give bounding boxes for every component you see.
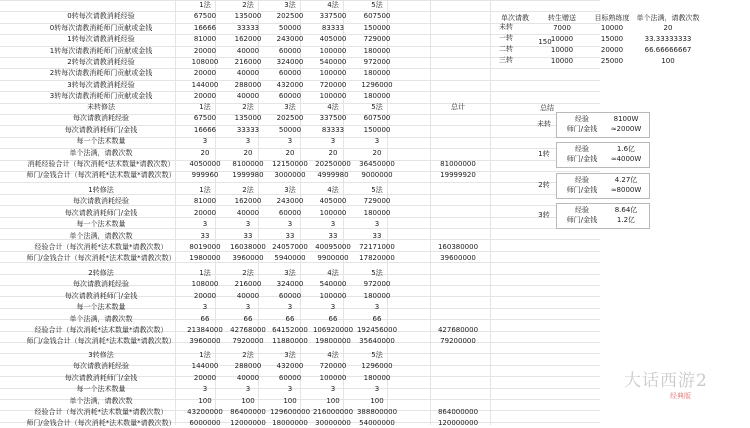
value-cell: 3 — [374, 385, 380, 393]
column-header: 3法 — [284, 351, 296, 359]
value-cell: 729000 — [363, 35, 391, 43]
value-cell: 180000 — [363, 47, 391, 55]
value-cell: 12150000 — [272, 160, 308, 168]
row-label: 2转每次请教消耗经验 — [67, 58, 135, 66]
value-cell: 60000 — [278, 292, 302, 300]
value-cell: 3 — [287, 137, 293, 145]
value-cell: 720000 — [319, 362, 347, 370]
column-header: 1法 — [199, 351, 211, 359]
row-label: 每次请教消耗经验 — [73, 362, 129, 370]
value-cell: 405000 — [319, 35, 347, 43]
value-cell: 607500 — [363, 12, 391, 20]
column-header: 2法 — [242, 1, 254, 9]
total-cell: 39600000 — [440, 254, 476, 262]
value-cell: 19800000 — [315, 337, 351, 345]
summary-label: 师门/金钱 — [566, 125, 598, 133]
value-cell: 3 — [330, 385, 336, 393]
value-cell: 106920000 — [312, 326, 354, 334]
value-cell: 337500 — [319, 114, 347, 122]
row-label: 单个法满，请教次数 — [69, 397, 133, 405]
value-cell: 100 — [198, 397, 212, 405]
section-title: 3转修法 — [88, 351, 114, 359]
turn-label: 未转 — [499, 23, 513, 31]
value-cell: 60000 — [278, 47, 302, 55]
value-cell: 3 — [202, 303, 208, 311]
value-cell: 1296000 — [361, 362, 393, 370]
value-cell: 3 — [330, 137, 336, 145]
value-cell: 202500 — [276, 12, 304, 20]
value-cell: 33333 — [236, 126, 260, 134]
value-cell: 81000 — [193, 35, 217, 43]
value-cell: 100000 — [319, 374, 347, 382]
value-cell: 192456000 — [356, 326, 398, 334]
value-cell: 20 — [328, 149, 338, 157]
value-cell: 40000 — [236, 374, 260, 382]
value-cell: 20 — [243, 149, 253, 157]
row-label: 单个法满，请教次数 — [69, 315, 133, 323]
row-label: 单个法满，请教次数 — [69, 232, 133, 240]
value-cell: 66 — [328, 315, 338, 323]
row-label: 3转每次请教消耗师门贡献或金钱 — [49, 92, 153, 100]
right-table-header: 单个法满，请教次数 — [636, 14, 700, 22]
row-label: 每次请教消耗经验 — [73, 197, 129, 205]
value-cell: 324000 — [276, 58, 304, 66]
summary-value: 8.64亿 — [614, 206, 638, 214]
value-cell: 36450000 — [359, 160, 395, 168]
value-cell: 42768000 — [230, 326, 266, 334]
summary-value: 8100W — [613, 115, 639, 123]
value-cell: 20000 — [193, 292, 217, 300]
gift-value: 10000 — [550, 57, 574, 65]
value-cell: 40000 — [236, 69, 260, 77]
value-cell: 100000 — [319, 209, 347, 217]
value-cell: 54000000 — [359, 419, 395, 427]
row-label: 1转每次请教消耗师门贡献或金钱 — [49, 47, 153, 55]
column-header: 5法 — [371, 1, 383, 9]
row-label: 0转每次请教消耗师门贡献或金钱 — [49, 24, 153, 32]
value-cell: 20000 — [193, 209, 217, 217]
value-cell: 81000 — [193, 197, 217, 205]
value-cell: 66 — [243, 315, 253, 323]
value-cell: 50000 — [278, 24, 302, 32]
summary-turn: 1转 — [538, 150, 550, 158]
value-cell: 3 — [202, 220, 208, 228]
column-header: 5法 — [371, 351, 383, 359]
row-label: 师门/金钱合计（每次消耗*法术数量*请教次数） — [26, 419, 176, 427]
column-header: 2法 — [242, 269, 254, 277]
value-cell: 17820000 — [359, 254, 395, 262]
value-cell: 243000 — [276, 197, 304, 205]
total-cell: 160380000 — [437, 243, 479, 251]
value-cell: 60000 — [278, 374, 302, 382]
target-value: 10000 — [600, 24, 624, 32]
value-cell: 100 — [326, 397, 340, 405]
value-cell: 24057000 — [272, 243, 308, 251]
value-cell: 9900000 — [317, 254, 349, 262]
value-cell: 83333 — [321, 24, 345, 32]
value-cell: 40000 — [236, 92, 260, 100]
row-label: 每次请教消耗经验 — [73, 280, 129, 288]
game-logo-watermark — [604, 358, 744, 414]
value-cell: 60000 — [278, 92, 302, 100]
grid-column-line — [430, 0, 431, 425]
value-cell: 3960000 — [189, 337, 221, 345]
value-cell: 324000 — [276, 280, 304, 288]
row-label: 每一个法术数量 — [76, 137, 126, 145]
value-cell: 40000 — [236, 292, 260, 300]
column-header: 2法 — [242, 103, 254, 111]
value-cell: 108000 — [191, 58, 219, 66]
value-cell: 20 — [285, 149, 295, 157]
gift-value: 10000 — [550, 35, 574, 43]
column-header: 5法 — [371, 269, 383, 277]
value-cell: 150000 — [363, 126, 391, 134]
right-table-header: 单次请教 — [501, 14, 529, 22]
value-cell: 3 — [287, 303, 293, 311]
value-cell: 180000 — [363, 92, 391, 100]
per-lesson-value: 150 — [538, 38, 552, 46]
value-cell: 288000 — [234, 362, 262, 370]
column-header: 4法 — [327, 1, 339, 9]
column-header: 3法 — [284, 186, 296, 194]
value-cell: 100 — [283, 397, 297, 405]
right-table-header: 目标熟练度 — [594, 14, 630, 22]
value-cell: 50000 — [278, 126, 302, 134]
value-cell: 12000000 — [230, 419, 266, 427]
value-cell: 21384000 — [187, 326, 223, 334]
value-cell: 540000 — [319, 58, 347, 66]
turn-label: 三转 — [499, 56, 513, 64]
value-cell: 720000 — [319, 81, 347, 89]
value-cell: 67500 — [193, 114, 217, 122]
value-cell: 150000 — [363, 24, 391, 32]
value-cell: 3 — [245, 137, 251, 145]
section-title: 未转修法 — [87, 103, 115, 111]
column-header: 4法 — [327, 269, 339, 277]
column-header: 1法 — [199, 269, 211, 277]
value-cell: 6000000 — [189, 419, 221, 427]
value-cell: 100000 — [319, 47, 347, 55]
summary-label: 经验 — [575, 115, 589, 123]
times-value: 20 — [663, 24, 673, 32]
value-cell: 35640000 — [359, 337, 395, 345]
value-cell: 8019000 — [189, 243, 221, 251]
column-header: 4法 — [327, 351, 339, 359]
gift-value: 7000 — [553, 24, 571, 32]
value-cell: 18000000 — [272, 419, 308, 427]
section-title: 1转修法 — [88, 186, 114, 194]
value-cell: 1296000 — [361, 81, 393, 89]
value-cell: 67500 — [193, 12, 217, 20]
value-cell: 337500 — [319, 12, 347, 20]
value-cell: 216000000 — [312, 408, 354, 416]
value-cell: 432000 — [276, 362, 304, 370]
value-cell: 202500 — [276, 114, 304, 122]
row-label: 每次请教消耗经验 — [73, 114, 129, 122]
total-cell: 81000000 — [440, 160, 476, 168]
value-cell: 72171000 — [359, 243, 395, 251]
value-cell: 162000 — [234, 197, 262, 205]
value-cell: 100000 — [319, 69, 347, 77]
value-cell: 180000 — [363, 69, 391, 77]
times-value: 33.33333333 — [644, 35, 692, 43]
value-cell: 16666 — [193, 126, 217, 134]
value-cell: 16666 — [193, 24, 217, 32]
value-cell: 3 — [374, 303, 380, 311]
value-cell: 999960 — [191, 171, 219, 179]
summary-label: 师门/金钱 — [566, 216, 598, 224]
row-label: 每一个法术数量 — [76, 220, 126, 228]
summary-label: 经验 — [575, 145, 589, 153]
value-cell: 288000 — [234, 81, 262, 89]
row-label: 0转每次请教消耗经验 — [67, 12, 135, 20]
row-label: 每一个法术数量 — [76, 303, 126, 311]
column-header: 2法 — [242, 186, 254, 194]
row-label: 每一个法术数量 — [76, 385, 126, 393]
value-cell: 108000 — [191, 280, 219, 288]
value-cell: 20000 — [193, 47, 217, 55]
column-header: 3法 — [284, 269, 296, 277]
value-cell: 3 — [202, 137, 208, 145]
value-cell: 100 — [370, 397, 384, 405]
value-cell: 180000 — [363, 209, 391, 217]
value-cell: 83333 — [321, 126, 345, 134]
row-label: 3转每次请教消耗经验 — [67, 81, 135, 89]
value-cell: 100 — [241, 397, 255, 405]
value-cell: 100000 — [319, 292, 347, 300]
column-header: 1法 — [199, 103, 211, 111]
row-label: 每次请教消耗师门/金钱 — [64, 126, 138, 134]
value-cell: 100000 — [319, 92, 347, 100]
value-cell: 9000000 — [361, 171, 393, 179]
grid-column-line — [490, 0, 491, 425]
value-cell: 3 — [202, 385, 208, 393]
section-title: 2转修法 — [88, 269, 114, 277]
row-label: 1转每次请教消耗经验 — [67, 35, 135, 43]
summary-value: ≈4000W — [610, 155, 642, 163]
total-cell: 120000000 — [437, 419, 479, 427]
value-cell: 216000 — [234, 58, 262, 66]
value-cell: 20 — [200, 149, 210, 157]
value-cell: 33 — [285, 232, 295, 240]
times-value: 100 — [661, 57, 675, 65]
gift-value: 10000 — [550, 46, 574, 54]
summary-label: 经验 — [575, 206, 589, 214]
value-cell: 8100000 — [232, 160, 264, 168]
total-header: 总计 — [451, 103, 465, 111]
value-cell: 3 — [374, 220, 380, 228]
column-header: 3法 — [284, 1, 296, 9]
column-header: 4法 — [327, 103, 339, 111]
value-cell: 3000000 — [274, 171, 306, 179]
summary-label: 师门/金钱 — [566, 155, 598, 163]
row-label: 单个法满，请教次数 — [69, 149, 133, 157]
total-cell: 864000000 — [437, 408, 479, 416]
value-cell: 3 — [245, 303, 251, 311]
summary-label: 师门/金钱 — [566, 186, 598, 194]
value-cell: 1999980 — [232, 171, 264, 179]
value-cell: 144000 — [191, 81, 219, 89]
summary-value: 4.27亿 — [614, 176, 638, 184]
value-cell: 33 — [200, 232, 210, 240]
value-cell: 66 — [285, 315, 295, 323]
value-cell: 11880000 — [272, 337, 308, 345]
value-cell: 972000 — [363, 280, 391, 288]
value-cell: 162000 — [234, 35, 262, 43]
value-cell: 135000 — [234, 114, 262, 122]
value-cell: 33333 — [236, 24, 260, 32]
total-cell: 79200000 — [440, 337, 476, 345]
value-cell: 33 — [243, 232, 253, 240]
summary-value: ≈8000W — [610, 186, 642, 194]
value-cell: 729000 — [363, 197, 391, 205]
value-cell: 540000 — [319, 280, 347, 288]
value-cell: 3 — [330, 220, 336, 228]
turn-label: 一转 — [499, 34, 513, 42]
row-label: 消耗经验合计（每次消耗*法术数量*请教次数） — [27, 160, 175, 168]
value-cell: 60000 — [278, 69, 302, 77]
value-cell: 972000 — [363, 58, 391, 66]
summary-value: 1.2亿 — [616, 216, 636, 224]
value-cell: 20 — [372, 149, 382, 157]
value-cell: 60000 — [278, 209, 302, 217]
value-cell: 405000 — [319, 197, 347, 205]
row-label: 师门/金钱合计（每次消耗*法术数量*请教次数） — [26, 254, 176, 262]
row-label: 师门/金钱合计（每次消耗*法术数量*请教次数） — [26, 171, 176, 179]
value-cell: 180000 — [363, 292, 391, 300]
value-cell: 86400000 — [230, 408, 266, 416]
target-value: 15000 — [600, 35, 624, 43]
column-header: 4法 — [327, 186, 339, 194]
value-cell: 30000000 — [315, 419, 351, 427]
total-cell: 19999920 — [440, 171, 476, 179]
value-cell: 607500 — [363, 114, 391, 122]
row-label: 师门/金钱合计（每次消耗*法术数量*请教次数） — [26, 337, 176, 345]
right-table-header: 转生赠送 — [548, 14, 576, 22]
value-cell: 7920000 — [232, 337, 264, 345]
value-cell: 135000 — [234, 12, 262, 20]
value-cell: 3 — [245, 385, 251, 393]
row-label: 每次请教消耗师门/金钱 — [64, 292, 138, 300]
target-value: 25000 — [600, 57, 624, 65]
value-cell: 3 — [245, 220, 251, 228]
value-cell: 40000 — [236, 209, 260, 217]
row-label: 经验合计（每次消耗*法术数量*请教次数） — [34, 326, 168, 334]
value-cell: 3960000 — [232, 254, 264, 262]
value-cell: 40095000 — [315, 243, 351, 251]
summary-value: 1.6亿 — [616, 145, 636, 153]
column-header: 5法 — [371, 103, 383, 111]
value-cell: 66 — [200, 315, 210, 323]
row-label: 2转每次请教消耗师门贡献或金钱 — [49, 69, 153, 77]
value-cell: 432000 — [276, 81, 304, 89]
turn-label: 二转 — [499, 45, 513, 53]
summary-title: 总结 — [540, 104, 554, 112]
value-cell: 243000 — [276, 35, 304, 43]
times-value: 66.66666667 — [644, 46, 692, 54]
value-cell: 16038000 — [230, 243, 266, 251]
value-cell: 388800000 — [356, 408, 398, 416]
value-cell: 3 — [287, 385, 293, 393]
value-cell: 144000 — [191, 362, 219, 370]
summary-turn: 未转 — [537, 120, 551, 128]
total-cell: 427680000 — [437, 326, 479, 334]
summary-value: ≈2000W — [610, 125, 642, 133]
target-value: 20000 — [600, 46, 624, 54]
logo-subtext: 经典版 — [670, 392, 691, 400]
value-cell: 33 — [328, 232, 338, 240]
value-cell: 129600000 — [269, 408, 311, 416]
value-cell: 20250000 — [315, 160, 351, 168]
column-header: 1法 — [199, 1, 211, 9]
value-cell: 20000 — [193, 92, 217, 100]
value-cell: 3 — [287, 220, 293, 228]
column-header: 1法 — [199, 186, 211, 194]
summary-turn: 2转 — [538, 181, 550, 189]
logo-text: 大话西游2 — [624, 371, 708, 391]
row-label: 经验合计（每次消耗*法术数量*请教次数） — [34, 408, 168, 416]
value-cell: 4999980 — [317, 171, 349, 179]
column-header: 3法 — [284, 103, 296, 111]
value-cell: 3 — [374, 137, 380, 145]
row-label: 经验合计（每次消耗*法术数量*请教次数） — [34, 243, 168, 251]
value-cell: 1980000 — [189, 254, 221, 262]
value-cell: 64152000 — [272, 326, 308, 334]
value-cell: 216000 — [234, 280, 262, 288]
value-cell: 66 — [372, 315, 382, 323]
value-cell: 33 — [372, 232, 382, 240]
row-label: 每次请教消耗师门/金钱 — [64, 209, 138, 217]
value-cell: 3 — [330, 303, 336, 311]
column-header: 5法 — [371, 186, 383, 194]
value-cell: 43200000 — [187, 408, 223, 416]
summary-turn: 3转 — [538, 211, 550, 219]
value-cell: 180000 — [363, 374, 391, 382]
summary-label: 经验 — [575, 176, 589, 184]
row-label: 每次请教消耗师门/金钱 — [64, 374, 138, 382]
value-cell: 20000 — [193, 69, 217, 77]
value-cell: 20000 — [193, 374, 217, 382]
value-cell: 40000 — [236, 47, 260, 55]
column-header: 2法 — [242, 351, 254, 359]
value-cell: 5940000 — [274, 254, 306, 262]
value-cell: 4050000 — [189, 160, 221, 168]
